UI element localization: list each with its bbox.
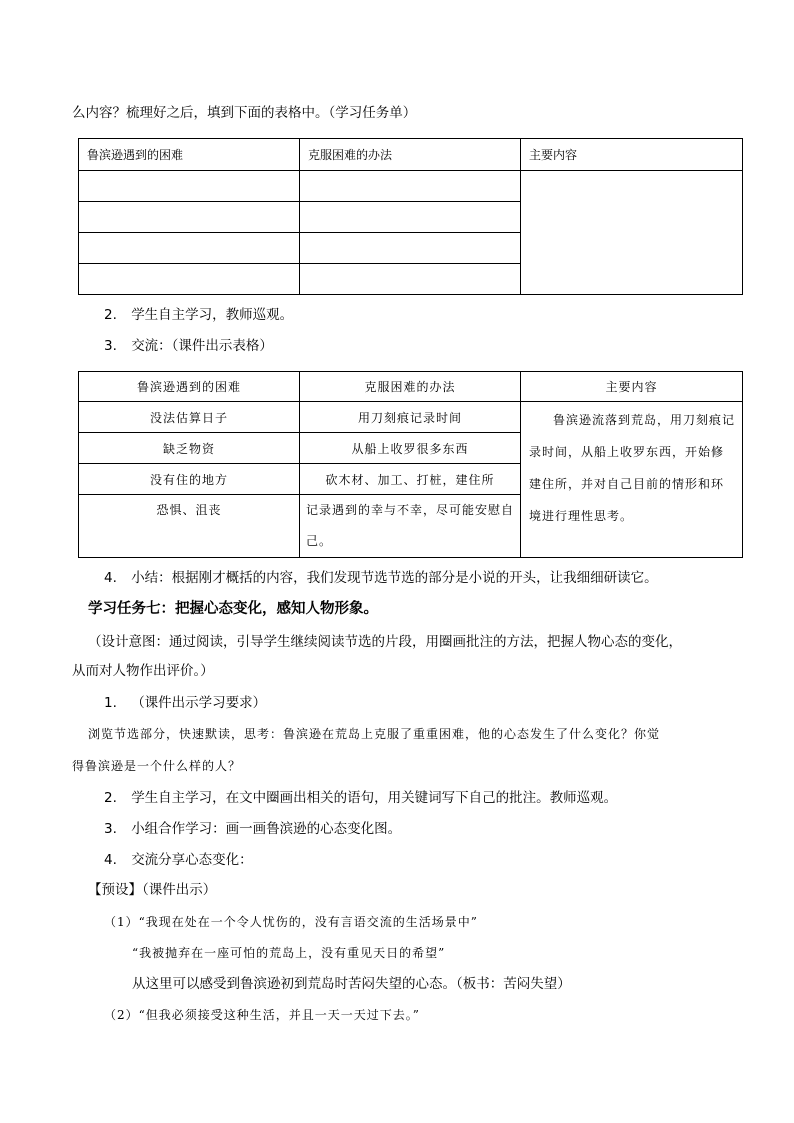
answer-header-method: 克服困难的办法 [300,372,521,402]
task7-item-1: 1. （课件出示学习要求） [104,695,267,711]
summary-cell: 鲁滨逊流落到荒岛，用刀刻痕记录时间，从船上收罗东西，开始修建住所，并对自己目前的情形和环境进行理性思考。 [521,402,743,558]
step-4: 4. 小结：根据刚才概括的内容，我们发现节选节选的部分是小说的开头，让我细细研读它。 [104,570,658,586]
analysis-1: 从这里可以感受到鲁滨逊初到荒岛时苦闷失望的心态。（板书：苦闷失望） [132,976,571,992]
method-cell: 砍木材、加工、打桩，建住所 [300,464,521,495]
worksheet-header-content: 主要内容 [521,139,743,171]
quote-2: （2）“但我必须接受这种生活，并且一天一天过下去。” [104,1008,420,1022]
task7-item-3: 3. 小组合作学习：画一画鲁滨逊的心态变化图。 [104,821,402,837]
preset-label: 【预设】（课件出示） [88,882,217,898]
requirement-line2: 得鲁滨逊是一个什么样的人？ [72,759,242,773]
method-cell: 记录遇到的幸与不幸，尽可能安慰自己。 [300,495,521,558]
quote-1b: “我被抛弃在一座可怕的荒岛上，没有重见天日的希望” [132,946,446,960]
answer-header-difficulty: 鲁滨逊遇到的困难 [79,372,300,402]
worksheet-blank-cell[interactable] [300,202,521,233]
design-intent-line1: （设计意图：通过阅读，引导学生继续阅读节选的片段，用圈画批注的方法，把握人物心态的变化， [88,634,682,650]
worksheet-blank-cell[interactable] [300,264,521,295]
difficulty-cell: 缺乏物资 [79,433,300,464]
worksheet-blank-cell[interactable] [300,233,521,264]
difficulty-cell: 没法估算日子 [79,402,300,433]
task7-item-4: 4. 交流分享心态变化： [104,852,253,868]
intro-text: 么内容？梳理好之后，填到下面的表格中。（学习任务单） [72,105,417,121]
worksheet-blank-cell[interactable] [79,202,300,233]
worksheet-header-method: 克服困难的办法 [300,139,521,171]
worksheet-blank-cell[interactable] [79,264,300,295]
difficulty-cell: 恐惧、沮丧 [79,495,300,558]
design-intent-line2: 从而对人物作出评价。） [72,663,214,679]
task7-title: 学习任务七：把握心态变化，感知人物形象。 [88,601,378,617]
worksheet-blank-content-cell[interactable] [521,171,743,295]
method-cell: 从船上收罗很多东西 [300,433,521,464]
task7-item-2: 2. 学生自主学习，在文中圈画出相关的语句，用关键词写下自己的批注。教师巡观。 [104,790,618,806]
difficulty-cell: 没有住的地方 [79,464,300,495]
worksheet-blank-cell[interactable] [300,171,521,202]
worksheet-table [78,138,743,295]
answer-table [78,371,743,558]
worksheet-blank-cell[interactable] [79,171,300,202]
worksheet-blank-cell[interactable] [79,233,300,264]
quote-1: （1）“我现在处在一个令人忧伤的，没有言语交流的生活场景中” [104,915,478,929]
requirement-line1: 浏览节选部分，快速默读，思考：鲁滨逊在荒岛上克服了重重困难，他的心态发生了什么变化？你觉 [88,727,661,741]
answer-header-content: 主要内容 [521,372,743,402]
worksheet-header-difficulty: 鲁滨逊遇到的困难 [79,139,300,171]
step-3: 3. 交流：（课件出示表格） [104,338,273,354]
method-cell: 用刀刻痕记录时间 [300,402,521,433]
step-2: 2. 学生自主学习，教师巡观。 [104,307,294,323]
